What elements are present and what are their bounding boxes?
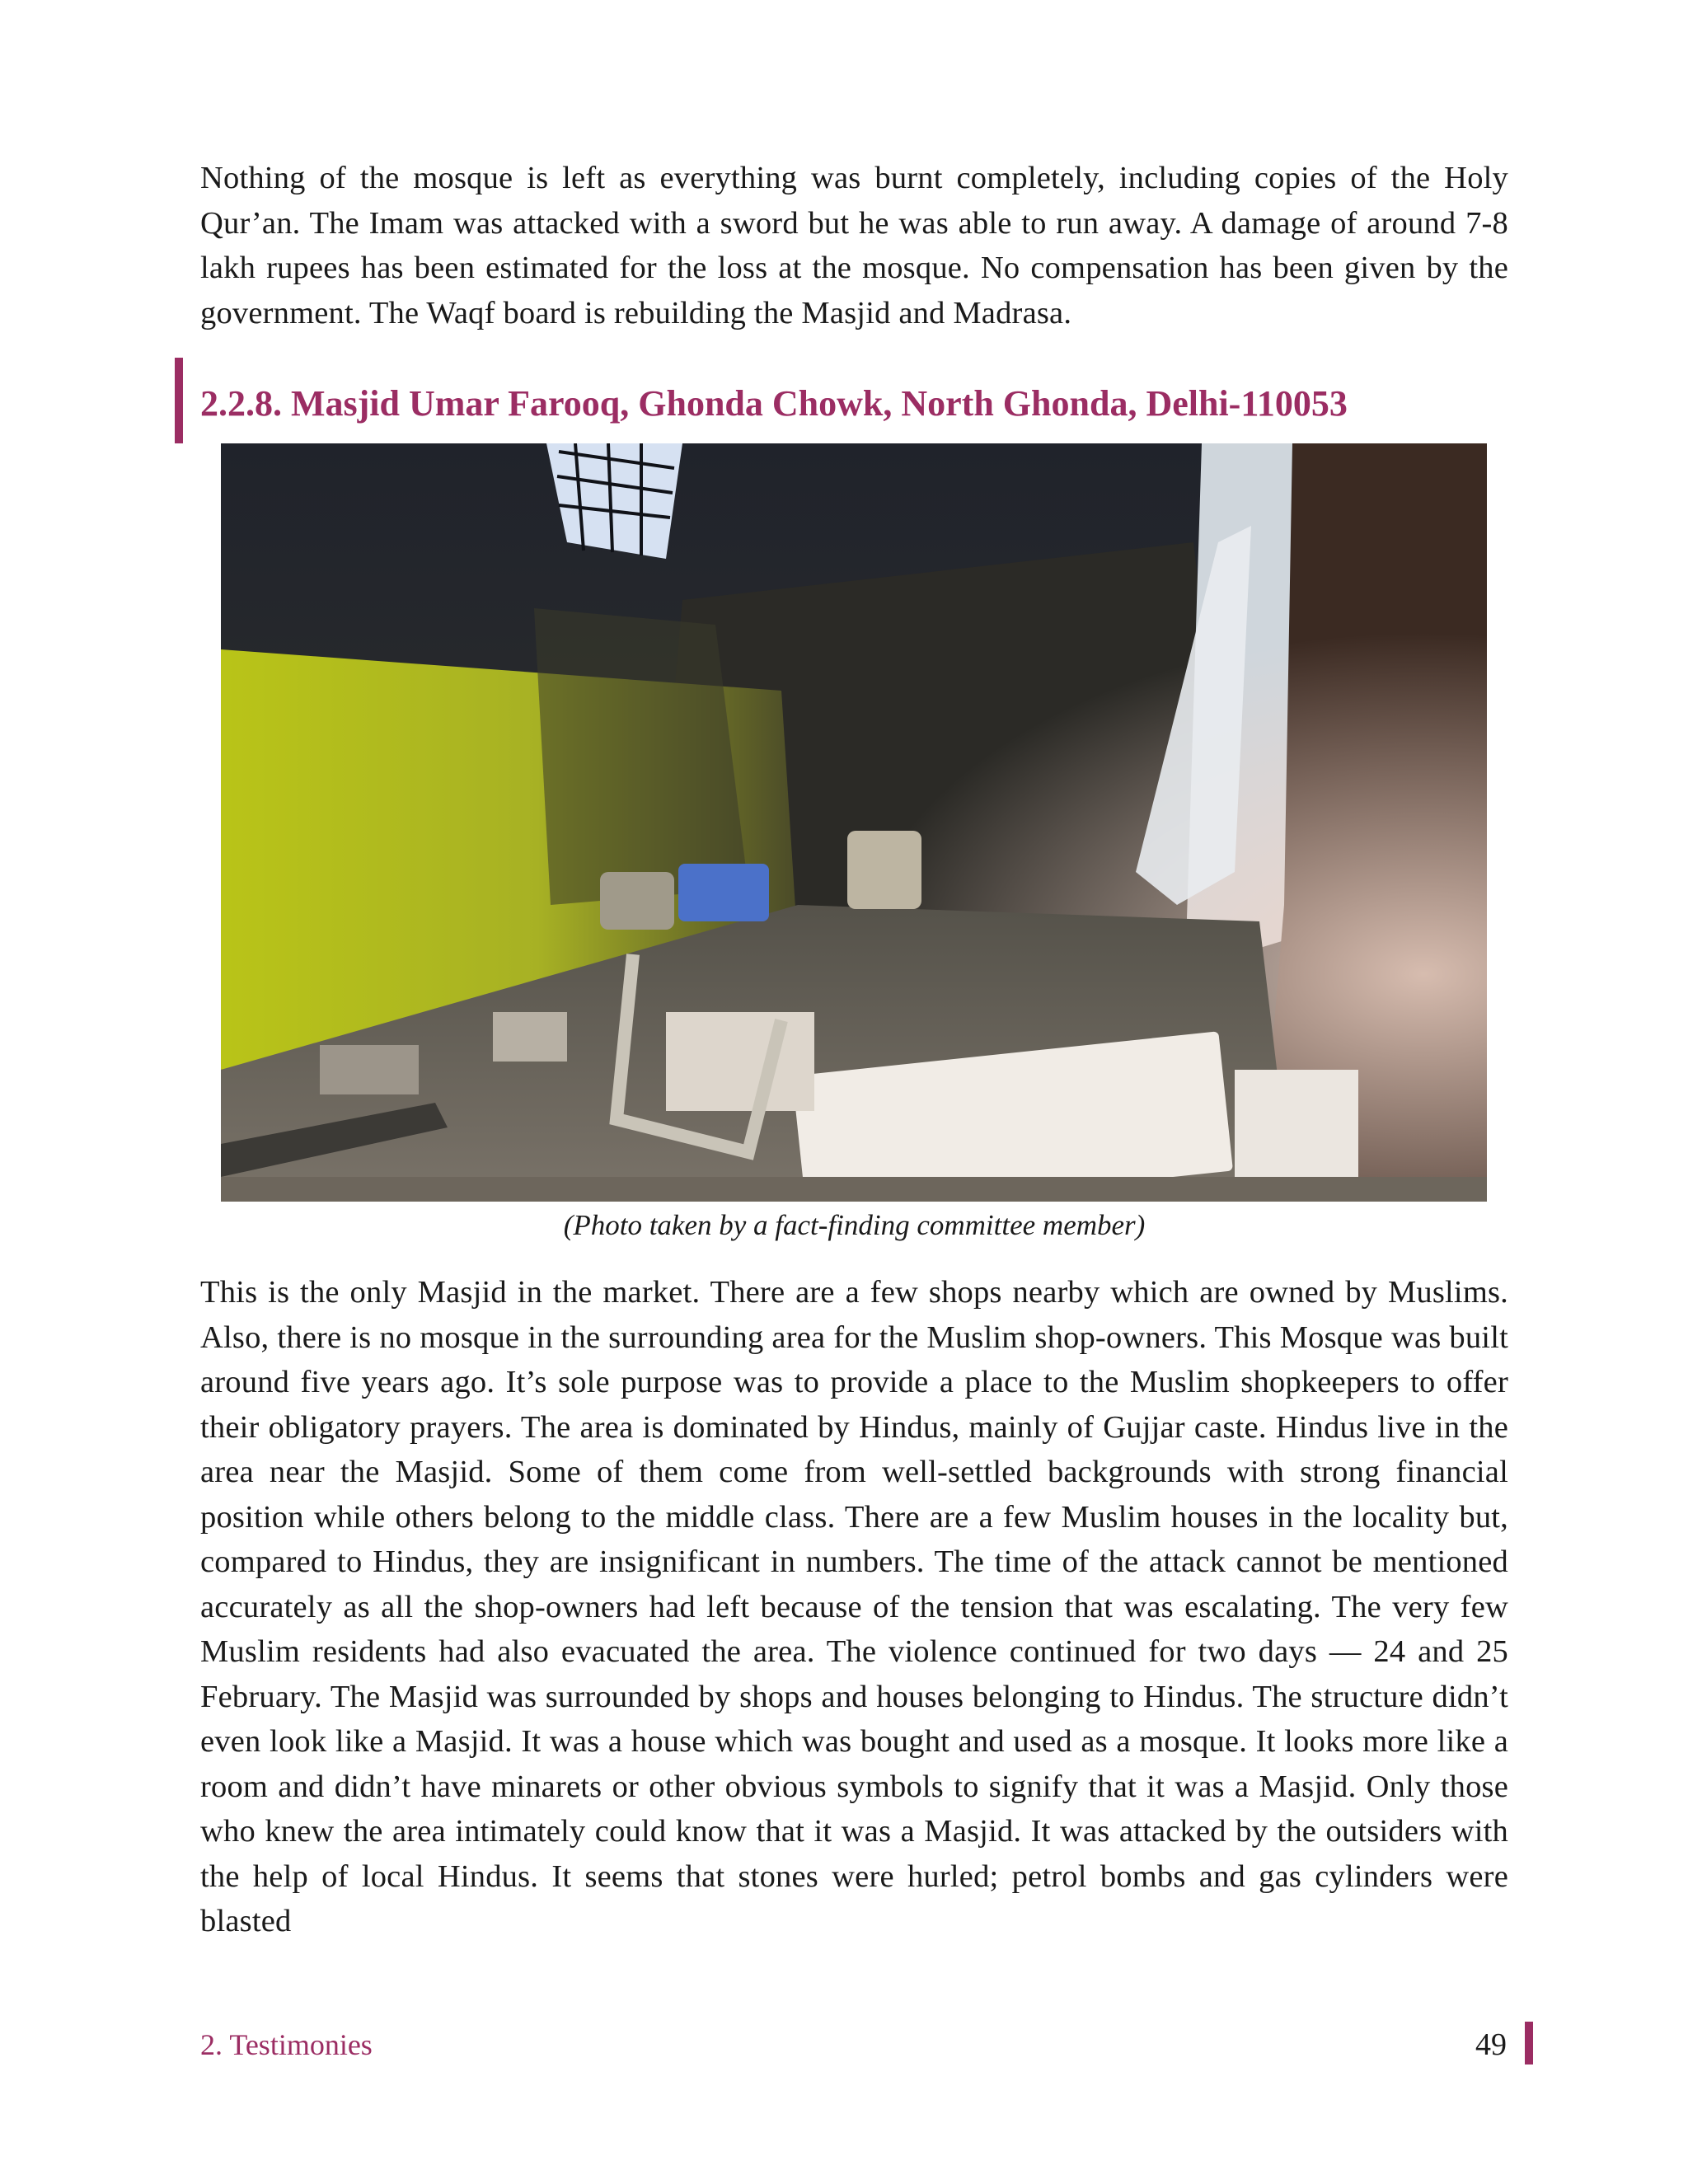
burnt-mosque-photo bbox=[221, 443, 1487, 1202]
page-number: 49 bbox=[1475, 2027, 1507, 2062]
body-paragraph-main: This is the only Masjid in the market. There are a few shops nearby which are owned by Muslims. Also, there is no mosque in the surrounding area for the Muslim shop-owners. This Mosque was built around five years ago. It’s sole purpose was to provide a place to the Muslim shopkeepers to offer their obligatory prayers. The area is dominated by Hindus, mainly of Gujjar caste. Hindus live in the area near the Masjid. Some of them come from well-settled backgrounds with strong financial position while others belong to the middle class. There are a few Muslim houses in the locality but, compared to Hindus, they are insignificant in numbers. The time of the attack cannot be mentioned accurately as all the shop-owners had left because of the tension that was escalating. The very few Muslim residents had also evacuated the area. The violence continued for two days — 24 and 25 February. The Masjid was surrounded by shops and houses belonging to Hindus. The structure didn’t even look like a Masjid. It was a house which was bought and used as a mosque. It looks more like a room and didn’t have minarets or other obvious symbols to signify that it was a Masjid. Only those who knew the area intimately could know that it was a Masjid. It was attacked by the outsiders with the help of local Hindus. It seems that stones were hurled; petrol bombs and gas cylinders were blasted bbox=[200, 1275, 1508, 1938]
footer-accent-bar bbox=[1525, 2022, 1533, 2064]
footer-chapter-label: 2. Testimonies bbox=[200, 2028, 373, 2061]
body-paragraph-intro: Nothing of the mosque is left as everything was burnt completely, including copies of the Holy Qur’an. The Imam was attacked with a sword but he was able to run away. A damage of around 7-8 lakh rupees has been estimated for the loss at the mosque. No compensation has been given by the government. The Waqf board is rebuilding the Masjid and Madrasa. bbox=[200, 161, 1508, 330]
photo-caption: (Photo taken by a fact-finding committee member) bbox=[563, 1209, 1146, 1241]
section-heading: 2.2.8. Masjid Umar Farooq, Ghonda Chowk, North Ghonda, Delhi-110053 bbox=[200, 383, 1348, 424]
section-accent-bar bbox=[175, 358, 183, 443]
